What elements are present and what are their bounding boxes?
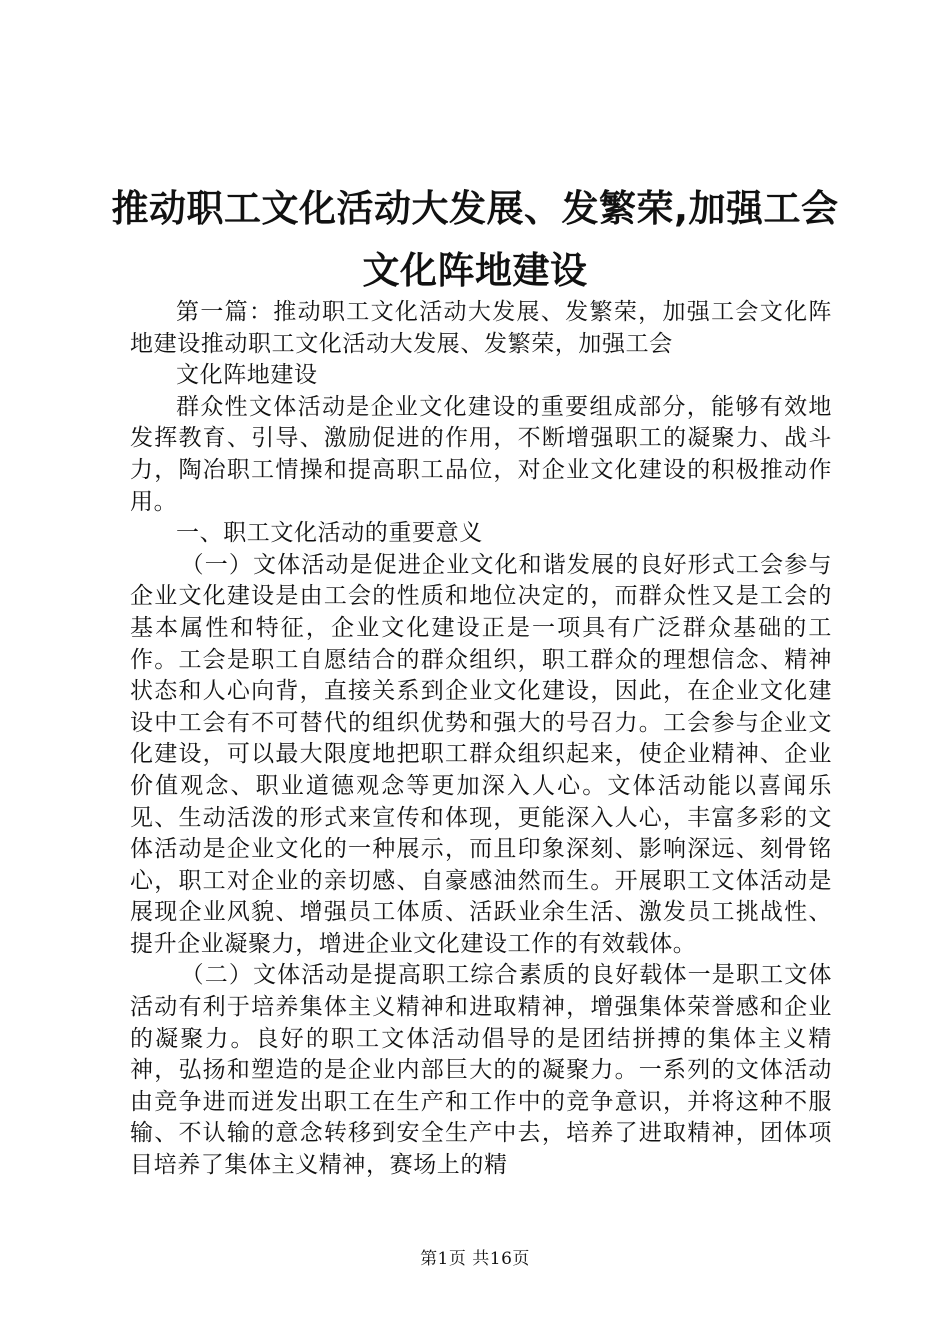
page-number-footer: 第1页 共16页 xyxy=(420,1249,530,1269)
title-line-1: 推动职工文化活动大发展、发繁荣,加强工会 xyxy=(111,187,839,230)
paragraph-section-1: （一）文体活动是促进企业文化和谐发展的良好形式工会参与企业文化建设是由工会的性质和地位决定的，而群众性又是工会的基本属性和特征，企业文化建设正是一项具有广泛群众基础的工作。工会是职工自愿结合的群众组织，职工群众的理想信念、精神状态和人心向背，直接关系到企业文化建设，因此，在企业文化建设中工会有不可替代的组织优势和强大的号召力。工会参与企业文化建设，可以最大限度地把职工群众组织起来，使企业精神、企业价值观念、职业道德观念等更加深入人心。文体活动能以喜闻乐见、生动活泼的形式来宣传和体现，更能深入人心，丰富多彩的文体活动是企业文化的一种展示，而且印象深刻、影响深远、刻骨铭心，职工对企业的亲切感、自豪感油然而生。开展职工文体活动是展现企业风貌、增强员工体质、活跃业余生活、激发员工挑战性、提升企业凝聚力，增进企业文化建设工作的有效载体。 xyxy=(130,551,832,957)
document-title xyxy=(100,178,850,302)
section-heading: 一、职工文化活动的重要意义 xyxy=(176,520,483,547)
title-line-2: 文化阵地建设 xyxy=(362,249,588,292)
paragraph-subtitle: 文化阵地建设 xyxy=(176,362,318,389)
paragraph-overview: 群众性文体活动是企业文化建设的重要组成部分，能够有效地发挥教育、引导、激励促进的作用，不断增强职工的凝聚力、战斗力，陶冶职工情操和提高职工品位，对企业文化建设的积极推动作用。 xyxy=(130,393,832,515)
paragraph-section-2: （二）文体活动是提高职工综合素质的良好载体一是职工文体活动有利于培养集体主义精神和进取精神，增强集体荣誉感和企业的凝聚力。良好的职工文体活动倡导的是团结拼搏的集体主义精神，弘扬和塑造的是企业内部巨大的的凝聚力。一系列的文体活动由竞争进而迸发出职工在生产和工作中的竞争意识，并将这种不服输、不认输的意念转移到安全生产中去，培养了进取精神，团体项目培养了集体主义精神，赛场上的精 xyxy=(130,962,832,1179)
paragraph-intro: 第一篇：推动职工文化活动大发展、发繁荣，加强工会文化阵地建设推动职工文化活动大发展、发繁荣，加强工会 xyxy=(130,299,832,357)
document-body xyxy=(130,297,832,1182)
